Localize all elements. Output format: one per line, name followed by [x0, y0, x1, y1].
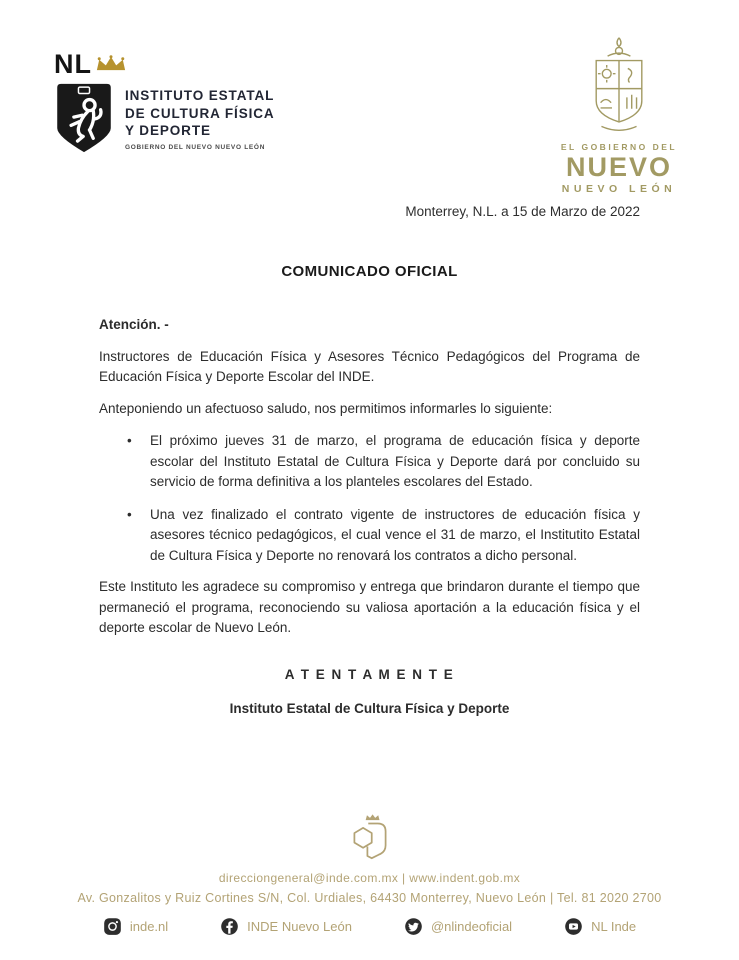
inde-logo-subtext: GOBIERNO DEL NUEVO NUEVO LEÓN [125, 143, 266, 151]
social-handle: NL Inde [591, 919, 637, 934]
signoff: A T E N T A M E N T E [284, 666, 455, 682]
coat-of-arms-icon [571, 36, 667, 136]
gov-logo-tagline: EL GOBIERNO DEL [560, 142, 678, 152]
list-item [127, 505, 640, 567]
crown-icon [95, 55, 127, 72]
recipients-paragraph: Instructores de Educación Física y Asesores Técnico Pedagógicos del Programa de Educación Física y Deporte Escolar del INDE. [99, 348, 640, 384]
bullet-text-1: El próximo jueves 31 de marzo, el programa de educación física y deporte escolar del Instituto Estatal de Cultura Física y Deporte dará por concluido su servicio de forma definitiva a los planteles escolares del Estado. [150, 433, 640, 489]
social-handle: @nlindeoficial [430, 919, 513, 934]
inde-name-line2: DE CULTURA FÍSICA [125, 105, 275, 121]
inde-monogram: NL [54, 49, 92, 79]
instagram-icon [103, 917, 122, 936]
bullet-marker: • [127, 433, 132, 448]
youtube-icon [564, 917, 583, 936]
contact-line: direcciongeneral@inde.com.mx | www.indent.gob.mx [218, 871, 521, 885]
closing-paragraph: Este Instituto les agradece su compromiso y entrega que brindaron durante el tiempo que permaneció el programa, reconociendo su valiosa aportación a la educación física y el deporte escolar de Nuevo León. [99, 579, 640, 635]
list-item [127, 431, 640, 493]
attention-label: Atención. - [99, 317, 169, 332]
facebook-icon [220, 917, 239, 936]
social-item-facebook [220, 917, 352, 936]
social-item-instagram [103, 917, 168, 936]
greeting-paragraph: Anteponiendo un afectuoso saludo, nos permitimos informarles lo siguiente: [99, 400, 553, 416]
address-line: Av. Gonzalitos y Ruiz Cortines S/N, Col. Urdiales, 64430 Monterrey, Nuevo León | Tel. 81 2020 2700 [77, 891, 662, 905]
twitter-icon [404, 917, 423, 936]
inde-gold-lion-emblem-icon [344, 812, 396, 868]
social-item-youtube [564, 917, 636, 936]
inde-logo-body [54, 82, 275, 154]
announcement-list [127, 431, 640, 566]
document-title: COMUNICADO OFICIAL [281, 263, 458, 280]
dateline: Monterrey, N.L. a 15 de Marzo de 2022 [405, 204, 640, 219]
bullet-text-2: Una vez finalizado el contrato vigente de instructores de educación física y asesores técnico pedagógicos, el cual vence el 31 de marzo, el Institutito Estatal de Cultura Física y Deporte no renovará los contratos a dicho personal. [150, 506, 640, 563]
bullet-marker: • [127, 506, 132, 522]
inde-name-line1: INSTITUTO ESTATAL [125, 88, 275, 103]
inde-name-line3: Y DEPORTE [125, 123, 211, 138]
inde-logo [54, 49, 275, 154]
lion-shield-icon [54, 82, 114, 154]
inde-logo-monogram-row [54, 49, 275, 79]
social-item-twitter [404, 917, 512, 936]
letterhead [0, 0, 739, 195]
letter-body [99, 315, 640, 720]
gov-logo-subname: NUEVO LEÓN [561, 183, 677, 195]
inde-logo-text [125, 82, 275, 154]
gov-logo-name: NUEVO [565, 152, 673, 182]
social-row [0, 917, 739, 936]
social-handle: INDE Nuevo León [247, 919, 352, 934]
nuevo-leon-gov-logo [539, 36, 699, 195]
social-handle: inde.nl [129, 919, 169, 934]
letter-footer [0, 812, 739, 936]
signature: Instituto Estatal de Cultura Física y Deporte [229, 701, 510, 716]
